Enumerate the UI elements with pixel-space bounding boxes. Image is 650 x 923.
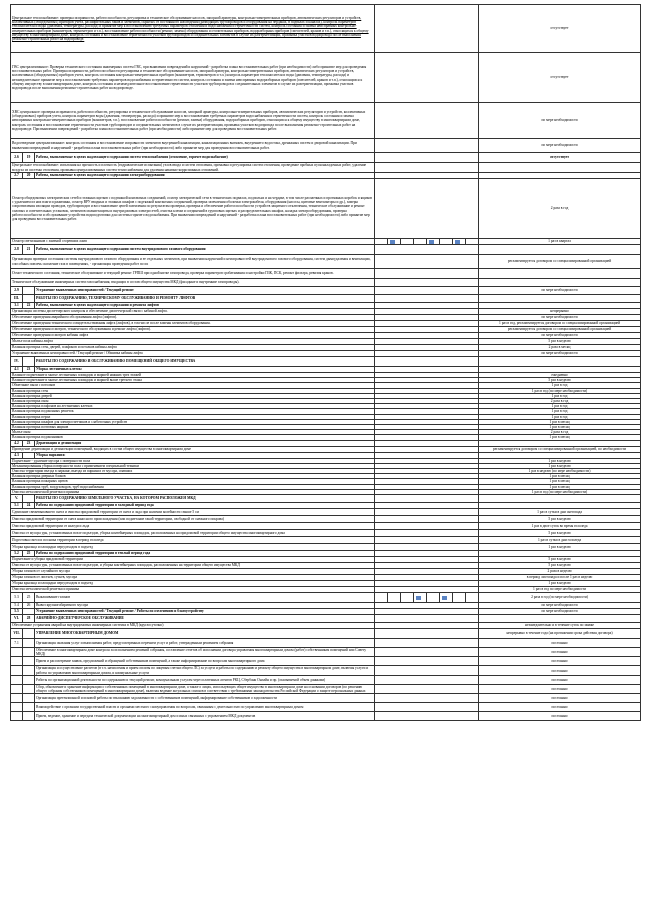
row-text: Подметание и уборка придомовой территории	[11, 557, 375, 563]
mark-cell	[453, 593, 466, 603]
table-row	[11, 544, 641, 551]
section-title: Дератизация и дезинсекция	[35, 440, 375, 446]
row-text: Влажная протирка пожарных щитов	[11, 479, 375, 484]
table-row	[11, 103, 641, 139]
table-row	[11, 509, 641, 516]
row-number: 4.2	[11, 440, 23, 446]
row-text: Подметание - удаление мусора с поверхности пола	[11, 458, 375, 463]
section-row-2-6	[11, 153, 641, 163]
row-number: 3.1	[11, 303, 23, 309]
freq-cell: 1 раз в неделю	[479, 544, 641, 551]
freq-cell	[479, 295, 641, 303]
freq-cell: 5 раз в неделю	[479, 339, 641, 345]
freq-cell: 2 раза в год	[479, 430, 641, 435]
freq-cell: постоянно	[479, 666, 641, 675]
row-number	[11, 657, 23, 666]
freq-cell	[479, 615, 641, 623]
row-text: Обеспечение устранения аварий на внутридомовых инженерных системах в МКД (круглосуточно)	[11, 623, 375, 629]
row-text: Прием и рассмотрение заявок, предложений и обращений собственников помещений, а также информирование по вопросам многоквартирного дома	[35, 657, 375, 666]
marks-cell	[375, 544, 479, 551]
row-number: 7.1	[11, 639, 23, 648]
freq-cell: 1 раз в сутки в дни снегопада	[479, 509, 641, 516]
section-title: РАБОТЫ ПО СОДЕРЖАНИЮ И ОБСЛУЖИВАНИЮ ПОМЕЩЕНИЙ ОБЩЕГО ИМУЩЕСТВА	[35, 357, 375, 367]
row-text: Влажная протирка плафонов на лестничных клетках	[11, 404, 375, 409]
freq-cell: 1 раз в неделю	[479, 458, 641, 463]
marks-cell	[375, 163, 479, 173]
row-text: Влажная протирка окон	[11, 399, 375, 404]
schedule-mark	[455, 240, 460, 244]
row-text: Устранение выявленных неисправностей / Текущий ремонт / Обшивка кабины лифта	[11, 351, 375, 357]
freq-cell: 1 раз в неделю	[479, 463, 641, 468]
freq-cell: постоянно	[479, 694, 641, 703]
freq-cell	[479, 245, 641, 255]
section-number: III.	[11, 295, 23, 303]
row-number: 2.7	[11, 173, 23, 179]
section-title: РАБОТЫ ПО СОДЕРЖАНИЮ, ТЕХНИЧЕСКОМУ ОБСЛУЖИВАНИЮ И РЕМОНТУ ЛИФТОВ	[35, 295, 375, 303]
freq-cell: 5 раз в неделю	[479, 557, 641, 563]
marks-cell	[375, 639, 479, 648]
row-text: Очистка придомовой территории от наледи и льда	[11, 523, 375, 530]
section-title: Работы, выполняемые в целях надлежащего содержания электрооборудования	[35, 173, 375, 179]
row-text: Обеспечение в многоквартирном доме контроля за исполнением решений собрания, составление отчетов об исполнении договора управления многоквартирным домом (работ) собственникам помещений или Совету МКД)	[35, 648, 375, 657]
row-text: Центральное теплоснабжение: испытания на прочность и плотность (гидравлические испытания) узлов ввода и систем отопления, промывка и регулировка систем отопления, проведение пробных пусконаладочных работ, удаление воздуха из системы отопления, промывка централизованных систем теплоснабжения для удаления накипно-коррозионных отложений.	[11, 163, 375, 173]
freq-cell: постоянно	[479, 675, 641, 684]
freq-cell: 1 раз в месяц	[479, 479, 641, 484]
marks-cell	[375, 103, 479, 139]
marks-cell	[375, 139, 479, 153]
freq-cell: 5 раз в неделю	[479, 563, 641, 569]
row-text: Обеспечение проведения аварийного обслуживания лифта (лифтов).	[11, 315, 375, 321]
freq-cell: ежедневно	[479, 373, 641, 378]
freq-cell: 2 раза в год	[479, 179, 641, 239]
row-text: Обеспечение проведения осмотров, технического обслуживания и ремонт лифта (лифтов).	[11, 327, 375, 333]
marks-cell	[375, 295, 479, 303]
table-row	[11, 537, 641, 544]
table-row	[11, 530, 641, 537]
row-text: Влажная протирка шкафов для электросчетчиков и слаботочных устройств	[11, 419, 375, 424]
freq-cell: регламентируется договором со специализированной организацией, по необходимости	[479, 446, 641, 452]
stair-rows	[11, 373, 641, 441]
freq-cell	[479, 269, 641, 279]
table-row	[11, 179, 641, 239]
schedule-mark	[416, 596, 421, 600]
freq-cell: 1 раз в год	[479, 393, 641, 398]
freq-cell: 1 раз в год	[479, 409, 641, 414]
freq-cell: отсутствует	[479, 5, 641, 53]
mark-cell	[388, 593, 401, 603]
table-row	[11, 639, 641, 648]
freq-cell: 5 раз в неделю	[479, 516, 641, 523]
freq-cell: постоянно	[479, 639, 641, 648]
freq-cell: 1 раз в год	[479, 414, 641, 419]
row-text: Влажная протирка подоконников	[11, 435, 375, 440]
freq-cell: 2 раза в год	[479, 399, 641, 404]
section-IV	[11, 357, 641, 367]
freq-cell	[479, 163, 641, 173]
freq-cell: в период листопада и после 1 раз в неделю	[479, 575, 641, 581]
freq-cell: непрерывно в течение года (на протяжении срока действия договора)	[479, 629, 641, 639]
row-code	[23, 684, 35, 693]
freq-cell: отсутствует	[479, 53, 641, 103]
marks-cell	[375, 509, 479, 516]
freq-cell: 5 раз в неделю	[479, 530, 641, 537]
table-row	[11, 712, 641, 721]
section-title: Устранение выявленных неисправностей / Текущий ремонт / Работы по озеленению и благоустройству	[35, 609, 375, 615]
row-title: Выкашивание газонов	[35, 593, 375, 603]
section-VII	[11, 629, 641, 639]
row-number: 5.1	[11, 503, 23, 509]
row-text: Организация и осуществление расчетов (в т.ч. начисления и прием оплаты по лицевым счетам общего ЛС) за услуги и работы по содержанию и ремонту общего имущества в многоквартирном доме, включая услуги и работы по управлению многоквартирным домом, и коммунальные услуги	[35, 666, 375, 675]
freq-cell: постоянно	[479, 712, 641, 721]
row-text: Уборка крыльца и площадки перед входом в подъезд	[11, 581, 375, 587]
marks-cell	[375, 245, 479, 255]
freq-cell: 2 раза в неделю	[479, 569, 641, 575]
section-title: Устранение выявленных неисправностей / Текущий ремонт	[35, 287, 375, 295]
table-row	[11, 163, 641, 173]
row-code: 26	[23, 603, 35, 609]
freq-cell: 1 раз в квартал	[479, 239, 641, 245]
row-text: Уборка крыльца и площадки перед входом в подъезд	[11, 544, 375, 551]
freq-cell: 1 раз в неделю	[479, 581, 641, 587]
marks-cell	[375, 712, 479, 721]
section-row-2-9	[11, 287, 641, 295]
row-text: Организация системы диспетчерского контроля и обеспечение диспетчерской связи с кабиной лифта.	[11, 309, 375, 315]
marks-cell	[375, 648, 479, 657]
freq-cell: по мере необходимости	[479, 609, 641, 615]
freq-cell: по мере необходимости	[479, 333, 641, 339]
mark-cell	[401, 593, 414, 603]
row-text: Обеспечение проведения технического освидетельствования лифта (лифтов), в том числе после замены элементов оборудования.	[11, 321, 375, 327]
row-text: Влажная протирка стен	[11, 388, 375, 393]
freq-cell	[479, 495, 641, 503]
section-title: УПРАВЛЕНИЕ МНОГОКВАРТИРНЫМ ДОМОМ	[35, 629, 375, 639]
row-code	[23, 287, 35, 295]
marks-cell	[375, 179, 479, 239]
row-code: 23	[23, 367, 35, 373]
marks-cell	[375, 523, 479, 530]
row-text: Очистка металлической решетки и приямка	[11, 489, 375, 494]
table-row	[11, 523, 641, 530]
marks-cell	[375, 666, 479, 675]
freq-cell: по мере необходимости	[479, 139, 641, 153]
section-title: Уборка паркинга:	[35, 452, 375, 458]
row-code: 24	[23, 503, 35, 509]
table-row	[11, 5, 641, 53]
freq-cell: непрерывно	[479, 309, 641, 315]
row-number: 5.2	[11, 551, 23, 557]
row-text: Прием, ведение, хранение и передача технической документации на многоквартирный дом и иных связанных с управлением МКД документов	[35, 712, 375, 721]
freq-cell	[479, 357, 641, 367]
mark-cell	[466, 593, 479, 603]
row-text: Очистка от мусора урн, установленных возле подъездов, уборка контейнерных площадок, расположенных на придомовой территории общего имущества многоквартирного дома	[11, 530, 375, 537]
freq-cell: постоянно	[479, 657, 641, 666]
row-number: 2.9	[11, 287, 23, 295]
row-text: Осмотр общедомовых электрических сетей и этажных щитков с подтяжкой контактных соединений, осмотр электрической сети в технических подвалах, подпольях и на чердаке, в том числе распаечных и протяжных коробок и ящиков с удалением из них влаги и ржавчины, осмотр ВРУ вводных и этажных шкафов с подтяжкой контактных соединений, проверка заземления оболочки электрокабеля, оборудования (насосы, щитовые вентиляторы и др.), замеры сопротивления изоляции проводов, трубопроводов и восстановление цепей заземления по результатам проверки, проверка и обеспечение работоспособности устройств защитного отключения, техническое обслуживание и ремонт силовых и осветительных установок, элементов молниезащиты и внутридомовых электросетей, очистка клемм и соединений в групповых щитках и распределительных шкафах, наладка электрооборудования, проверка работоспособности и обслуживание устройства водоподготовки для системы горячего водоснабжения. При выявлении повреждений и нарушений - разработка плана восстановительных работ (при необходимости) либо принятие мер для проведения восстановительных работ.	[11, 179, 375, 239]
section-row-5-3	[11, 593, 641, 603]
section-row-2-8	[11, 245, 641, 255]
row-number	[11, 694, 23, 703]
parking-rows	[11, 458, 641, 494]
table-body-3	[11, 440, 641, 458]
schedule-mark	[390, 240, 395, 244]
marks-cell	[375, 287, 479, 295]
row-number: 4.3	[11, 452, 23, 458]
row-code: 19	[23, 153, 35, 163]
section-title: АВАРИЙНО-ДИСПЕТЧЕРСКОЕ ОБСЛУЖИВАНИЕ	[35, 615, 375, 623]
freq-cell: 1 раз в месяц	[479, 474, 641, 479]
section-V	[11, 495, 641, 503]
marks-cell	[375, 694, 479, 703]
row-code	[23, 666, 35, 675]
row-code	[23, 703, 35, 712]
warm-rows	[11, 557, 641, 593]
row-text: Влажная протирка дверей	[11, 393, 375, 398]
row-text: Мытье окон	[11, 430, 375, 435]
row-code	[23, 712, 35, 721]
row-text: Организация проверки состояния системы внутридомового газового оборудования и ее отдельных элементов, при выявлении нарушений и неисправностей внутридомового газового оборудования, систем дымоудаления и вентиляции, способных повлечь скопление газа в помещениях, - организация проведения работ по их	[11, 255, 375, 269]
table-row	[11, 675, 641, 684]
freq-cell: 1 раз в месяц	[479, 419, 641, 424]
services-table	[10, 4, 641, 721]
row-text: Механизированная уборка поверхности пола с применением специальной техники	[11, 463, 375, 468]
row-text: Водоотведение централизованное: контроль состояния и восстановление исправности элементов внутренней канализации, канализационных вытяжек, внутреннего водостока, дренажных систем и дворовой канализации. При выявлении повреждений и нарушений - разработка плана восстановительных работ (при необходимости) либо принятие мер для проведения восстановительных работ.	[11, 139, 375, 153]
mark-cell	[440, 593, 453, 603]
row-number: 2.6	[11, 153, 23, 163]
row-text: Уборка газонов от случайного мусора	[11, 569, 375, 575]
row-number	[11, 703, 23, 712]
row-text: Уборка газонов от листьев, сучьев, мусора	[11, 575, 375, 581]
row-code	[23, 648, 35, 657]
row-number: 4.1	[11, 367, 23, 373]
freq-cell: по мере необходимости	[479, 603, 641, 609]
row-code: 23	[23, 440, 35, 446]
row-text: Очистка от мусора урн, установленных возле подъездов, и уборка контейнерных площадок, расположенных на территории общего имущества МКД	[11, 563, 375, 569]
management-rows	[11, 639, 641, 721]
marks-cell	[375, 537, 479, 544]
mark-cell	[375, 593, 388, 603]
marks-cell	[375, 495, 479, 503]
row-code	[23, 657, 35, 666]
row-code: 20	[23, 173, 35, 179]
section-III	[11, 295, 641, 303]
row-text	[11, 5, 375, 53]
row-text: Влажное подметание и мытье лестничных площадок и маршей выше третьего этажа	[11, 378, 375, 383]
section-number: IV.	[11, 357, 23, 367]
marks-cell	[375, 703, 479, 712]
row-text: Влажная протирка перил	[11, 414, 375, 419]
cell-text: Центральное теплоснабжение: проверка исправности, работоспособности, регулировка и техническое обслуживание насосов, запорной арматуры, контрольно-измерительных приборов, автоматических регуляторов и устройств, коллективных (общедомовых) приборов учета, расширительных баков и элементов, скрытых от постоянного наблюдения (разводящих трубопроводов и оборудования на чердаках, в подвалах и каналах), контроль параметров теплоносителя и воды (давления, температуры, расхода) и принятие мер к восстановлению требуемых параметров отопления и водоснабжения и герметичности систем, контроль состояния и замена неисправных контрольно-измерительных приборов (манометров, термометров и т.п.), восстановление работоспособности (ремонт, замена) оборудования и отопительных приборов, водоразборных приборов (смесителей, кранов и т.п.), относящихся к общему имуществу в многоквартирном доме, контроль состояния и восстановление герметичности участков трубопроводов и соединительных элементов в случае их разгерметизации, промывка участков водопровода после выполнения ремонтно-строительных работ на водопроводе.	[12, 15, 369, 41]
table-row	[11, 279, 641, 287]
cold-rows	[11, 509, 641, 551]
freq-cell: регламентируется договором со специализированной организацией	[479, 255, 641, 269]
table-row	[11, 139, 641, 153]
section-number: VII.	[11, 629, 23, 639]
freq-cell: 1 раз в год (по мере необходимости)	[479, 489, 641, 494]
row-text: Очистка металлической решетки и приямка	[11, 587, 375, 593]
row-text: Влажная протирка стен, дверей, плафонов и потолков кабины лифта	[11, 345, 375, 351]
freq-cell: 1 раз в двое суток во время гололеда	[479, 523, 641, 530]
schedule-mark	[429, 240, 434, 244]
row-text: Влажное подметание и мытье лестничных площадок и маршей нижних трех этажей	[11, 373, 375, 378]
row-text: Осмотр светильников с заменой сгоревших ламп	[11, 239, 375, 245]
marks-cell	[375, 153, 479, 163]
row-code: 21	[23, 245, 35, 255]
marks-cell	[375, 516, 479, 523]
row-number: 2.8	[11, 245, 23, 255]
freq-cell: постоянно	[479, 703, 641, 712]
marks-cell	[375, 657, 479, 666]
row-code: 22	[23, 303, 35, 309]
marks-cell	[375, 629, 479, 639]
marks-cell	[375, 269, 479, 279]
table-row	[11, 269, 641, 279]
freq-cell: по мере необходимости	[479, 315, 641, 321]
row-text: Влажная протирка подоконных решеток	[11, 409, 375, 414]
marks-cell	[375, 255, 479, 269]
mark-cell	[427, 593, 440, 603]
row-code	[23, 629, 35, 639]
table-body-4	[11, 495, 641, 509]
table-row	[11, 666, 641, 675]
freq-cell: постоянно	[479, 684, 641, 693]
freq-cell: по мере необходимости	[479, 103, 641, 139]
row-text: Мытье пола кабины лифта	[11, 339, 375, 345]
row-code: 25	[23, 551, 35, 557]
section-title: Работы по содержанию придомовой территории в теплый период года	[35, 551, 375, 557]
marks-cell	[375, 615, 479, 623]
row-text: Взаимодействие с органами государственной власти и органами местного самоуправления по вопросам, связанным с деятельностью по управлению многоквартирным домом	[35, 703, 375, 712]
table-row	[11, 516, 641, 523]
table-body-2	[11, 357, 641, 373]
table-row	[11, 255, 641, 269]
freq-cell: 1 раз в месяц	[479, 435, 641, 440]
row-code	[23, 357, 35, 367]
row-code	[23, 295, 35, 303]
freq-cell: 1 раз в год	[479, 383, 641, 388]
row-text: Организация претензионной и исковой работы по взысканию задолженности с собственников помещений, информирование собственников о задолженности	[35, 694, 375, 703]
section-title: Уборка лестничных клеток:	[35, 367, 375, 373]
freq-cell	[479, 279, 641, 287]
mark-cell	[414, 593, 427, 603]
row-text: Сдвигание свежевыпавшего снега и очистка придомовой территории от снега и льда при наличии колейности свыше 5 см	[11, 509, 375, 516]
row-text: Осмот технического состояния, техническое обслуживание и текущий ремонт ГРПШ при одной нитке газопровода, проверка параметров срабатывания и настройки ПЗК, ПСК, ремонт фильтра, ревизия кранов.	[11, 269, 375, 279]
row-title: Вывоз крупногабаритного мусора	[35, 603, 375, 609]
row-text: Влажная протирка труб, воздуховодов, труб водоснабжения	[11, 484, 375, 489]
row-text: Техническое обслуживание инженерных систем газоснабжения, входящих в состав общего имущества МКД (фасадные и внутренние газопроводы).	[11, 279, 375, 287]
row-number	[11, 648, 23, 657]
freq-cell: 5 раз в неделю	[479, 378, 641, 383]
freq-cell: по мере необходимости	[479, 351, 641, 357]
row-code	[23, 495, 35, 503]
table-body	[11, 5, 641, 309]
row-text: Обметание пыли с потолков	[11, 383, 375, 388]
table-row	[11, 694, 641, 703]
row-text: Подготовка смеси и посыпка территории в период гололеда	[11, 537, 375, 544]
row-number: 5.3	[11, 593, 23, 603]
row-number	[11, 684, 23, 693]
row-number	[11, 712, 23, 721]
freq-cell: 2 раза в месяц	[479, 345, 641, 351]
section-title: РАБОТЫ ПО СОДЕРЖАНИЮ ЗЕМЕЛЬНОГО УЧАСТКА, НА КОТОРОМ РАСПОЛОЖЕН МКД	[35, 495, 375, 503]
freq-cell: 1 раз в год (по мере необходимости)	[479, 388, 641, 393]
marks-cell	[375, 5, 479, 53]
row-text: Сбор, обновление и хранение информации о собственниках помещений в многоквартирном доме, а также о лицах, использующих общее имущество в многоквартирном доме на основании договоров (по решению общего собрания собственников помещений в многоквартирном доме), включая ведение актуальных списков в соответствии с требованиями законодательства Российской Федерации о защите персональных данных	[35, 684, 375, 693]
row-text: Влажная протирка почтовых ящиков	[11, 425, 375, 430]
marks-cell	[375, 684, 479, 693]
row-code	[23, 639, 35, 648]
section-title: Работы, выполняемые в целях надлежащего содержания и ремонта лифтов	[35, 303, 375, 309]
freq-cell: незамедлительно и в течение суток по заявке	[479, 623, 641, 629]
section-number: VI.	[11, 615, 23, 623]
row-text: Проведение дератизации и дезинсекции помещений, входящих в состав общего имущества в многоквартирном доме	[11, 446, 375, 452]
row-text: Очистка придомовой территории от снега наносного происхождения (или подметание такой территории, свободной от снежного покрова)	[11, 516, 375, 523]
table-row	[11, 53, 641, 103]
section-title: Работы, выполняемые в целях надлежащего содержания систем внутридомового газового оборудования	[35, 245, 375, 255]
freq-cell: 2 раза в год (по мере необходимости)	[479, 593, 641, 603]
table-row	[11, 657, 641, 666]
freq-cell: по мере необходимости	[479, 287, 641, 295]
row-text: Обеспечение проведения осмотров кабины лифта	[11, 333, 375, 339]
row-code	[23, 694, 35, 703]
row-number	[11, 666, 23, 675]
row-number	[11, 675, 23, 684]
marks-cell	[375, 675, 479, 684]
row-text: Очистка территории въезда в паркинг, выезда из паркинга от мусора, опавших	[11, 469, 375, 474]
services-table-page	[10, 4, 640, 721]
freq-cell: 1 раз в год, регламентируется договором со специализированной организацией	[479, 321, 641, 327]
freq-cell: 1 раз в месяц	[479, 425, 641, 430]
schedule-mark	[442, 596, 447, 600]
section-number: V.	[11, 495, 23, 503]
row-number: 5.5	[11, 609, 23, 615]
freq-cell: 1 раз в неделю (по мере необходимости)	[479, 469, 641, 474]
marks-cell	[375, 530, 479, 537]
freq-cell: регламентируется договором со специализированной организацией	[479, 327, 641, 333]
freq-cell: отсутствует	[479, 153, 641, 163]
row-text: Организация оказания услуг и выполнения работ, предусмотренных перечнем услуг и работ, утвержденным решением собрания	[35, 639, 375, 648]
section-VI	[11, 615, 641, 623]
row-text: ГВС централизованное: Проверка технического состояния инженерных систем ГВС, при выявлении повреждений и нарушений - разработка плана восстановительных работ (при необходимости) либо принятие мер для проведения восстановительных работ. Проверка исправности, работоспособности регулировка и техническое обслуживание насосов, запорной арматуры, контрольно-измерительных приборов, автоматических регуляторов и устройств, коллективных (общедомовых) приборов учета, контроль состояния контрольно-измерительных приборов (манометров, термометров и т.п.) контроль параметров теплоносителя и воды (давления, температуры, расхода) и незамедлительное принятие мер к восстановлению требуемых параметров водоснабжения и герметичности систем, контроль состояния и замена неисправных водоразборных приборов (смесителей, кранов и т.п.), относящихся к общему имуществу в многоквартирном доме, контроль состояния и незамедлительное восстановление герметичности участков трубопроводов и соединительных элементов в случае их разгерметизации, промывка участков водопровода после выполнения ремонтно-строительных работ на водопроводе.	[11, 53, 375, 103]
freq-cell: 1 раз в сутки в дни гололеда	[479, 537, 641, 544]
row-code: 28	[23, 615, 35, 623]
row-text: Работы по организационной деятельности по содержанию и текущий ремонт, коммунальным услугам через платежных агентов РКЦ, Сбербанк Онлайн и пр. (оказываемой объем данными)	[35, 675, 375, 684]
row-code: 25	[23, 593, 35, 603]
section-title: Работы по содержанию придомовой территории в холодный период года	[35, 503, 375, 509]
table-body-6	[11, 593, 641, 639]
marks-cell	[375, 357, 479, 367]
table-row	[11, 684, 641, 693]
row-text: Влажная протирка дверных блоков	[11, 474, 375, 479]
freq-cell: постоянно	[479, 648, 641, 657]
section-title: Работы, выполняемые в целях надлежащего содержания систем теплоснабжения (отопление, горячее водоснабжение)	[35, 153, 375, 163]
freq-cell: 1 раз в год	[479, 404, 641, 409]
freq-cell: 1 раз в год по мере необходимости	[479, 587, 641, 593]
table-row	[11, 648, 641, 657]
row-code	[23, 675, 35, 684]
lift-rows	[11, 309, 641, 357]
freq-cell: 1 раз в месяц	[479, 484, 641, 489]
row-number: 5.4	[11, 603, 23, 609]
marks-cell	[375, 53, 479, 103]
row-text: ХВС центральное: проверка исправности, работоспособности, регулировка и техническое обслуживание насосов, запорной арматуры, контрольно-измерительных приборов, автоматических регуляторов и устройств, коллективных (общедомовых) приборов учета, контроль параметров воды (давления, температуры, расхода) и принятие мер к восстановлению требуемых параметров водоснабжения и герметичности систем, контроль состояния и замена неисправных контрольно-измерительных приборов (манометров, т.п.), восстановление работоспособности (ремонт, замена) оборудования, водоразборных приборов, относящихся к общему имуществу в многоквартирном доме, контроль состояния и восстановление герметичности участков трубопроводов и соединительных элементов в случае их разгерметизации, промывка участков водопровода после выполнения ремонтно-строительных работ на водопроводе. При выявлении повреждений - разработка плана восстановительных работ (при необходимости) либо принятие мер для проведения восстановительных работ.	[11, 103, 375, 139]
marks-cell	[375, 279, 479, 287]
table-row	[11, 703, 641, 712]
